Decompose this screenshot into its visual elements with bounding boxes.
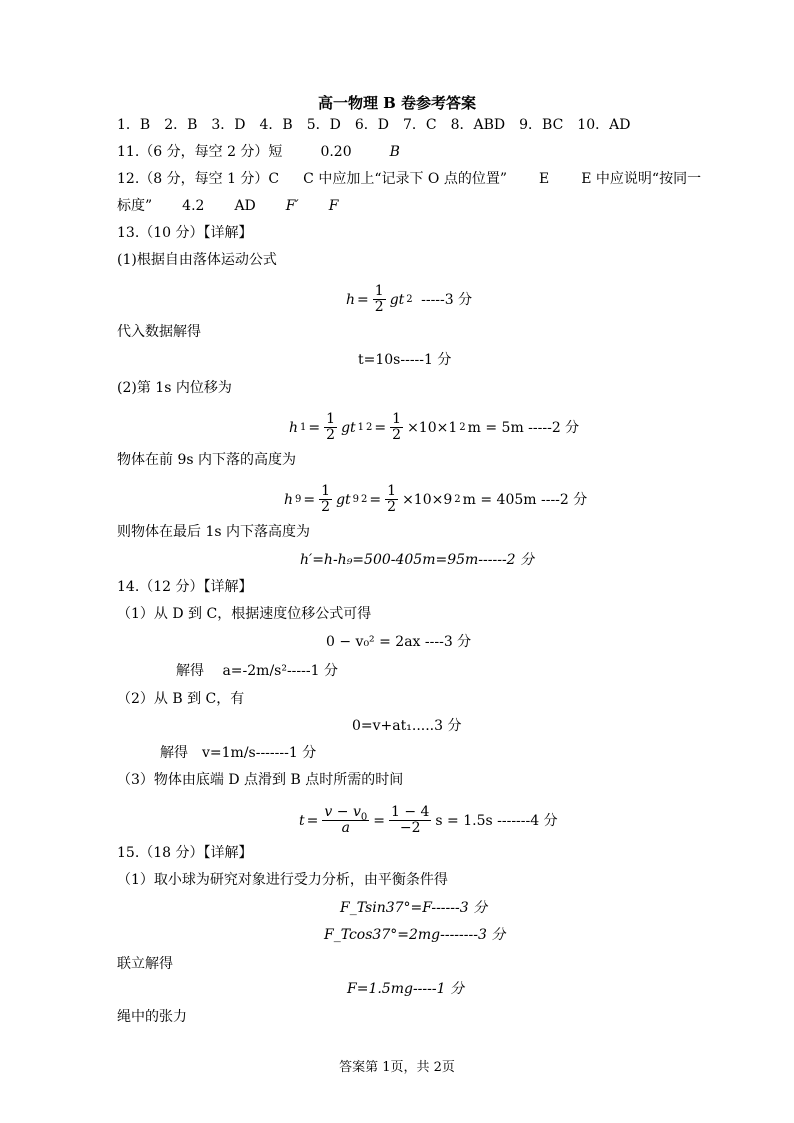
q15-eq2: F_Tcos37°=2mg--------3 分 — [324, 927, 506, 943]
q13-eq3: h 1 = $\frac{1}{2}$ gt 1 2 = $\frac{1}{2}$ ×10×1 2 m = 5m -----2 分 — [289, 411, 580, 443]
q14-p1: （1）从 D 到 C，根据速度位移公式可得 — [117, 606, 372, 622]
q14-p2: （2）从 B 到 C，有 — [117, 691, 245, 707]
q13-p2: 代入数据解得 — [117, 324, 201, 340]
q11-line: 11.（6 分，每空 2 分）短 0.20 B — [117, 144, 400, 160]
q13-eq5: h′=h-h₉=500-405m=95m------2 分 — [300, 552, 535, 568]
q14-eq1: 0 − v₀² = 2ax ----3 分 — [326, 634, 472, 650]
q14-p3: （3）物体由底端 D 点滑到 B 点时所需的时间 — [117, 772, 404, 788]
q15-eq1: F_Tsin37°=F------3 分 — [340, 900, 488, 916]
q13-eq2: t=10s-----1 分 — [358, 352, 452, 368]
q13-head: 13.（10 分）【详解】 — [117, 225, 253, 241]
q15-p2: 联立解得 — [117, 956, 173, 972]
q14-head: 14.（12 分）【详解】 — [117, 579, 253, 595]
q13-p4: 物体在前 9s 内下落的高度为 — [117, 452, 296, 468]
mc-answers: 1．B 2．B 3．D 4．B 5．D 6．D 7．C 8．ABD 9．BC 10．AD — [117, 117, 631, 133]
q14-s1: 解得 a=-2m/s²-----1 分 — [176, 663, 338, 679]
q15-p3: 绳中的张力 — [117, 1009, 187, 1025]
q14-s2: 解得 v=1m/s-------1 分 — [160, 745, 317, 761]
q15-eq3: F=1.5mg-----1 分 — [347, 981, 464, 997]
q13-p1: (1)根据自由落体运动公式 — [117, 252, 277, 268]
q14-eq3: t = $\frac{v - v_0}{a}$ = $\frac{1 - 4}{-2}$ s = 1.5s -------4 分 — [299, 804, 558, 836]
q14-eq2: 0=v+at₁.....3 分 — [352, 718, 462, 734]
q13-p3: (2)第 1s 内位移为 — [117, 380, 232, 396]
q15-p1: （1）取小球为研究对象进行受力分析，由平衡条件得 — [117, 872, 448, 888]
q13-eq1: h = $\frac{1}{2}$ gt 2 -----3 分 — [346, 283, 473, 315]
q15-head: 15.（18 分）【详解】 — [117, 845, 253, 861]
q12-line2: 标度” 4.2 AD F′ F — [117, 198, 339, 214]
page-footer: 答案第 1页，共 2页 — [339, 1060, 455, 1075]
q13-p5: 则物体在最后 1s 内下落高度为 — [117, 524, 310, 540]
q13-eq4: h 9 = $\frac{1}{2}$ gt 9 2 = $\frac{1}{2}$ ×10×9 2 m = 405m ----2 分 — [284, 483, 588, 515]
q12-line1: 12.（8 分，每空 1 分）C C 中应加上“记录下 O 点的位置” E E 中应说明“按同一 — [117, 171, 702, 187]
page-title: 高一物理 B 卷参考答案 — [317, 94, 477, 112]
